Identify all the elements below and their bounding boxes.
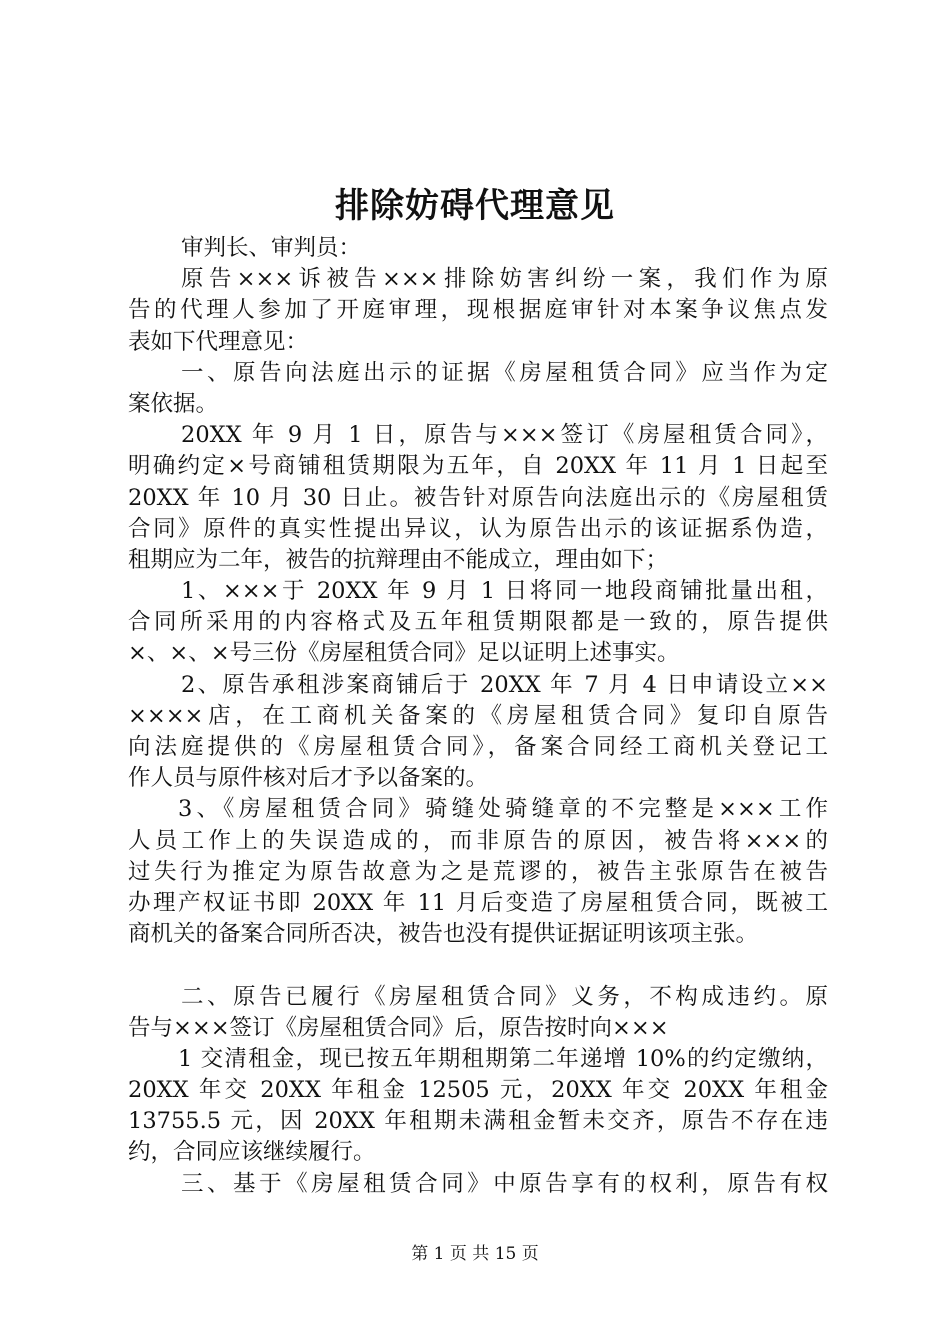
paragraph-line: 20XX 年 10 月 30 日止。被告针对原告向法庭出示的《房屋租赁 — [128, 484, 828, 511]
paragraph-line: 合同》原件的真实性提出异议，认为原告出示的该证据系伪造， — [128, 515, 828, 542]
paragraph-line: ×、×、×号三份《房屋租赁合同》足以证明上述事实。 — [128, 640, 680, 667]
salutation-line: 审判长、审判员： — [181, 235, 362, 261]
paragraph-line: 向法庭提供的《房屋租赁合同》，备案合同经工商机关登记工 — [128, 734, 828, 760]
paragraph-line: 原告×××诉被告×××排除妨害纠纷一案，我们作为原 — [181, 266, 828, 293]
document-title: 排除妨碍代理意见 — [335, 186, 615, 226]
paragraph-line: 作人员与原件核对后才予以备案的。 — [128, 765, 489, 792]
paragraph-line: 约，合同应该继续履行。 — [128, 1139, 376, 1166]
paragraph-line: 告与×××签订《房屋租赁合同》后，原告按时向××× — [128, 1014, 669, 1041]
paragraph-line: 人员工作上的失误造成的，而非原告的原因，被告将×××的 — [128, 827, 828, 854]
section-heading-line: 案依据。 — [128, 390, 219, 417]
paragraph-line: 2、原告承租涉案商铺后于 20XX 年 7 月 4 日申请设立×× — [181, 671, 828, 698]
paragraph-line: 1、×××于 20XX 年 9 月 1 日将同一地段商铺批量出租， — [181, 578, 828, 605]
paragraph-line: 表如下代理意见： — [128, 328, 309, 355]
paragraph-line: 明确约定×号商铺租赁期限为五年，自 20XX 年 11 月 1 日起至 — [128, 453, 828, 480]
paragraph-line: ××××店，在工商机关备案的《房屋租赁合同》复印自原告 — [128, 702, 828, 729]
paragraph-line: 合同所采用的内容格式及五年租赁期限都是一致的，原告提供 — [128, 609, 828, 636]
paragraph-line: 20XX 年 9 月 1 日，原告与×××签订《房屋租赁合同》， — [181, 422, 828, 449]
blank-line — [128, 950, 828, 981]
paragraph-line: 商机关的备案合同所否决，被告也没有提供证据证明该项主张。 — [128, 921, 759, 948]
page-number-footer: 第 1 页 共 15 页 — [411, 1244, 539, 1264]
paragraph-line: 1 交清租金，现已按五年期租期第二年递增 10%的约定缴纳， — [178, 1045, 828, 1072]
paragraph-line: 3、《房屋租赁合同》骑缝处骑缝章的不完整是×××工作 — [178, 796, 828, 823]
section-heading-line: 二、原告已履行《房屋租赁合同》义务，不构成违约。原 — [181, 983, 828, 1010]
section-heading-line: 一、原告向法庭出示的证据《房屋租赁合同》应当作为定 — [181, 359, 828, 386]
paragraph-line: 租期应为二年，被告的抗辩理由不能成立，理由如下； — [128, 546, 669, 573]
paragraph-line: 13755.5 元，因 20XX 年租期未满租金暂未交齐，原告不存在违 — [128, 1108, 828, 1135]
paragraph-line: 过失行为推定为原告故意为之是荒谬的，被告主张原告在被告 — [128, 858, 828, 885]
paragraph-line: 办理产权证书即 20XX 年 11 月后变造了房屋租赁合同，既被工 — [128, 889, 828, 916]
paragraph-line: 20XX 年交 20XX 年租金 12505 元，20XX 年交 20XX 年租金 — [128, 1077, 828, 1104]
section-heading-line: 三、基于《房屋租赁合同》中原告享有的权利，原告有权 — [181, 1170, 828, 1197]
paragraph-line: 告的代理人参加了开庭审理，现根据庭审针对本案争议焦点发 — [128, 297, 828, 324]
document-body — [128, 233, 828, 1200]
